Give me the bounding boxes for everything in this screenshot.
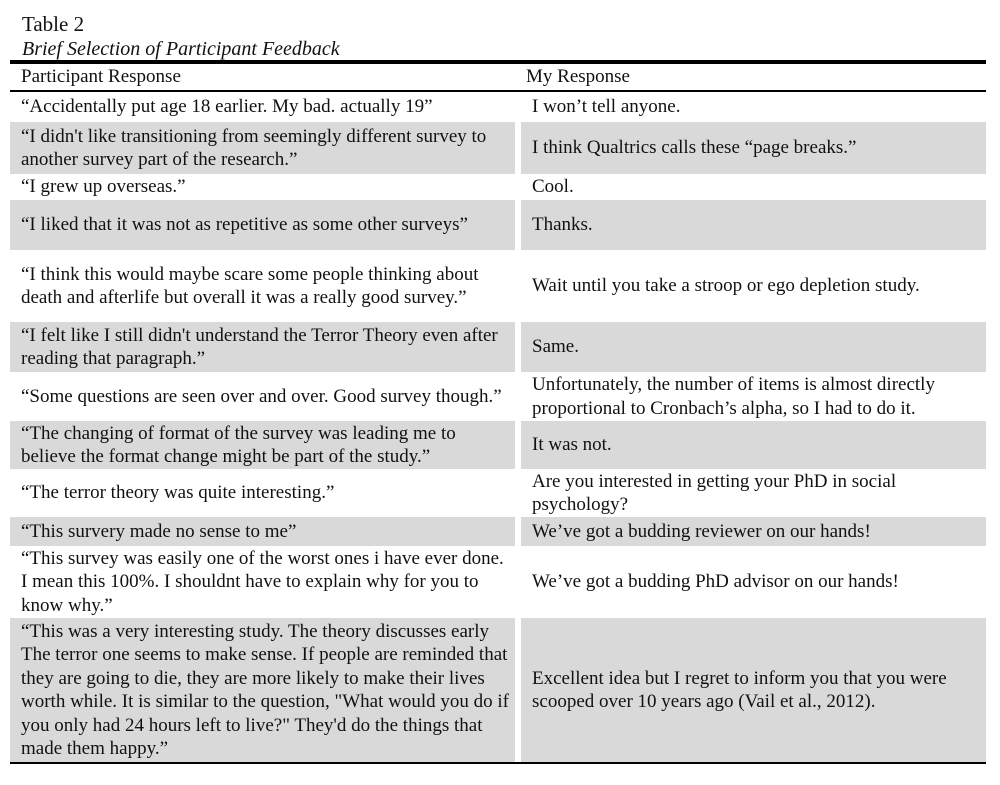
table-row — [10, 250, 986, 322]
response-cell: Unfortunately, the number of items is almost directly proportional to Cronbach’s alpha, so I had to do it. — [515, 372, 986, 421]
table-caption: Brief Selection of Participant Feedback — [22, 38, 340, 60]
table-row — [10, 618, 986, 762]
table-row — [10, 200, 986, 250]
table-row — [10, 469, 986, 517]
header-my-response: My Response — [526, 66, 630, 87]
response-cell: I won’t tell anyone. — [515, 92, 986, 122]
response-cell: Wait until you take a stroop or ego depletion study. — [515, 250, 986, 322]
participant-cell: “The terror theory was quite interesting.” — [21, 482, 335, 504]
response-cell: Same. — [515, 322, 986, 372]
table-bottom-rule — [10, 762, 986, 764]
participant-cell: “Accidentally put age 18 earlier. My bad. actually 19” — [21, 96, 433, 118]
table-header-row — [10, 64, 986, 92]
feedback-table — [10, 60, 986, 764]
response-cell: Excellent idea but I regret to inform you that you were scooped over 10 years ago (Vail et al., 2012). — [515, 618, 986, 762]
participant-cell: “The changing of format of the survey was leading me to believe the format change might be part of the study.” — [21, 422, 456, 467]
response-cell: I think Qualtrics calls these “page breaks.” — [515, 122, 986, 174]
participant-cell: “I think this would maybe scare some people thinking about death and afterlife but overall it was a really good survey.” — [21, 263, 479, 308]
table-row — [10, 92, 986, 122]
table-row — [10, 372, 986, 421]
response-cell: It was not. — [515, 421, 986, 469]
participant-cell: “This was a very interesting study. The theory discusses early The terror one seems to make sense. If people are reminded that they are going to die, they are more likely to make their lives worth while. It is similar to the question, "What would you do if you only had 24 hours left to live?" They'd do the things that made them happy.” — [21, 620, 509, 759]
participant-cell: “I didn't like transitioning from seemingly different survey to another survey part of the research.” — [21, 125, 487, 170]
header-participant-response: Participant Response — [21, 66, 181, 87]
table-row — [10, 322, 986, 372]
response-cell: Thanks. — [515, 200, 986, 250]
participant-cell: “This survery made no sense to me” — [21, 520, 297, 542]
table-row — [10, 546, 986, 618]
participant-cell: “This survey was easily one of the worst ones i have ever done. I mean this 100%. I shouldnt have to explain why for you to know why.” — [21, 547, 504, 616]
table-label: Table 2 — [22, 12, 85, 36]
table-row — [10, 122, 986, 174]
table-row — [10, 421, 986, 469]
response-cell: Cool. — [515, 174, 986, 200]
response-cell: We’ve got a budding reviewer on our hands! — [515, 517, 986, 546]
participant-cell: “I felt like I still didn't understand the Terror Theory even after reading that paragraph.” — [21, 324, 498, 369]
table-row — [10, 517, 986, 546]
participant-cell: “I liked that it was not as repetitive as some other surveys” — [21, 214, 468, 236]
response-cell: Are you interested in getting your PhD in social psychology? — [515, 469, 986, 517]
participant-cell: “I grew up overseas.” — [21, 176, 186, 198]
response-cell: We’ve got a budding PhD advisor on our hands! — [515, 546, 986, 618]
participant-cell: “Some questions are seen over and over. Good survey though.” — [21, 385, 502, 407]
table-row — [10, 174, 986, 200]
